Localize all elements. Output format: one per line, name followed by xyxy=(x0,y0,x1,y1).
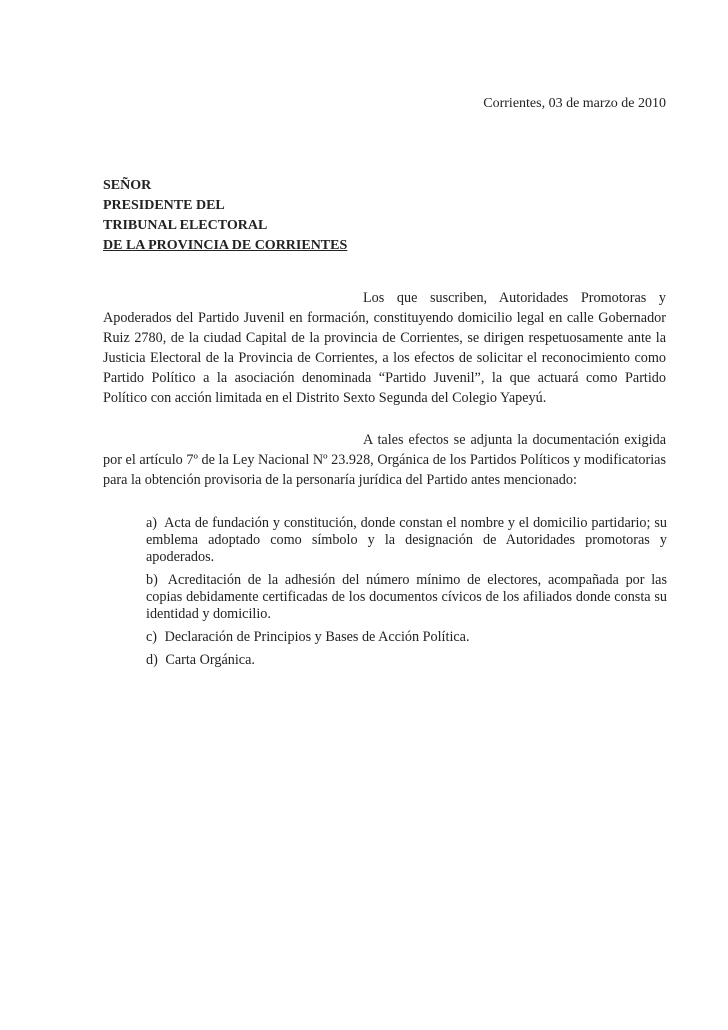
addressee-line-3: TRIBUNAL ELECTORAL xyxy=(103,218,268,233)
addressee-line-4: DE LA PROVINCIA DE CORRIENTES xyxy=(103,238,348,253)
addressee-line-2: PRESIDENTE DEL xyxy=(103,198,225,213)
list-item xyxy=(146,515,667,566)
list-item-marker: b) xyxy=(146,572,158,588)
list-item-text: Acta de fundación y constitución, donde constan el nombre y el domicilio partidario; su emblema adoptado como símbolo y la designación de Autoridades promotoras y apoderados. xyxy=(146,515,667,565)
list-item xyxy=(146,652,667,669)
list-item-marker: d) xyxy=(146,652,158,668)
documents-list xyxy=(146,515,667,675)
list-item-marker: c) xyxy=(146,629,158,645)
list-item-text: Declaración de Principios y Bases de Acción Política. xyxy=(164,629,470,645)
list-item-text: Carta Orgánica. xyxy=(165,652,255,668)
addressee-block xyxy=(103,176,347,256)
date-line: Corrientes, 03 de marzo de 2010 xyxy=(483,96,666,111)
body-paragraph-1: Los que suscriben, Autoridades Promotoras y Apoderados del Partido Juvenil en formación, constituyendo domicilio legal en calle Gobernador Ruiz 2780, de la ciudad Capital de la provincia de Corrientes, se dirigen respetuosamente ante la Justicia Electoral de la Provincia de Corrientes, a los efectos de solicitar el reconocimiento como Partido Político a la asociación denominada “Partido Juvenil”, la que actuará como Partido Político con acción limitada en el Distrito Sexto Segunda del Colegio Yapeyú. xyxy=(103,290,666,406)
list-item xyxy=(146,629,667,646)
addressee-line-1: SEÑOR xyxy=(103,178,152,193)
body-paragraph-2: A tales efectos se adjunta la documentación exigida por el artículo 7º de la Ley Nacional Nº 23.928, Orgánica de los Partidos Políticos y modificatorias para la obtención provisoria de la personaría jurídica del Partido antes mencionado: xyxy=(103,432,666,488)
list-item xyxy=(146,572,667,623)
list-item-text: Acreditación de la adhesión del número mínimo de electores, acompañada por las copias debidamente certificadas de los documentos cívicos de los afiliados donde consta su identidad y domicilio. xyxy=(146,572,668,622)
list-item-marker: a) xyxy=(146,515,158,531)
